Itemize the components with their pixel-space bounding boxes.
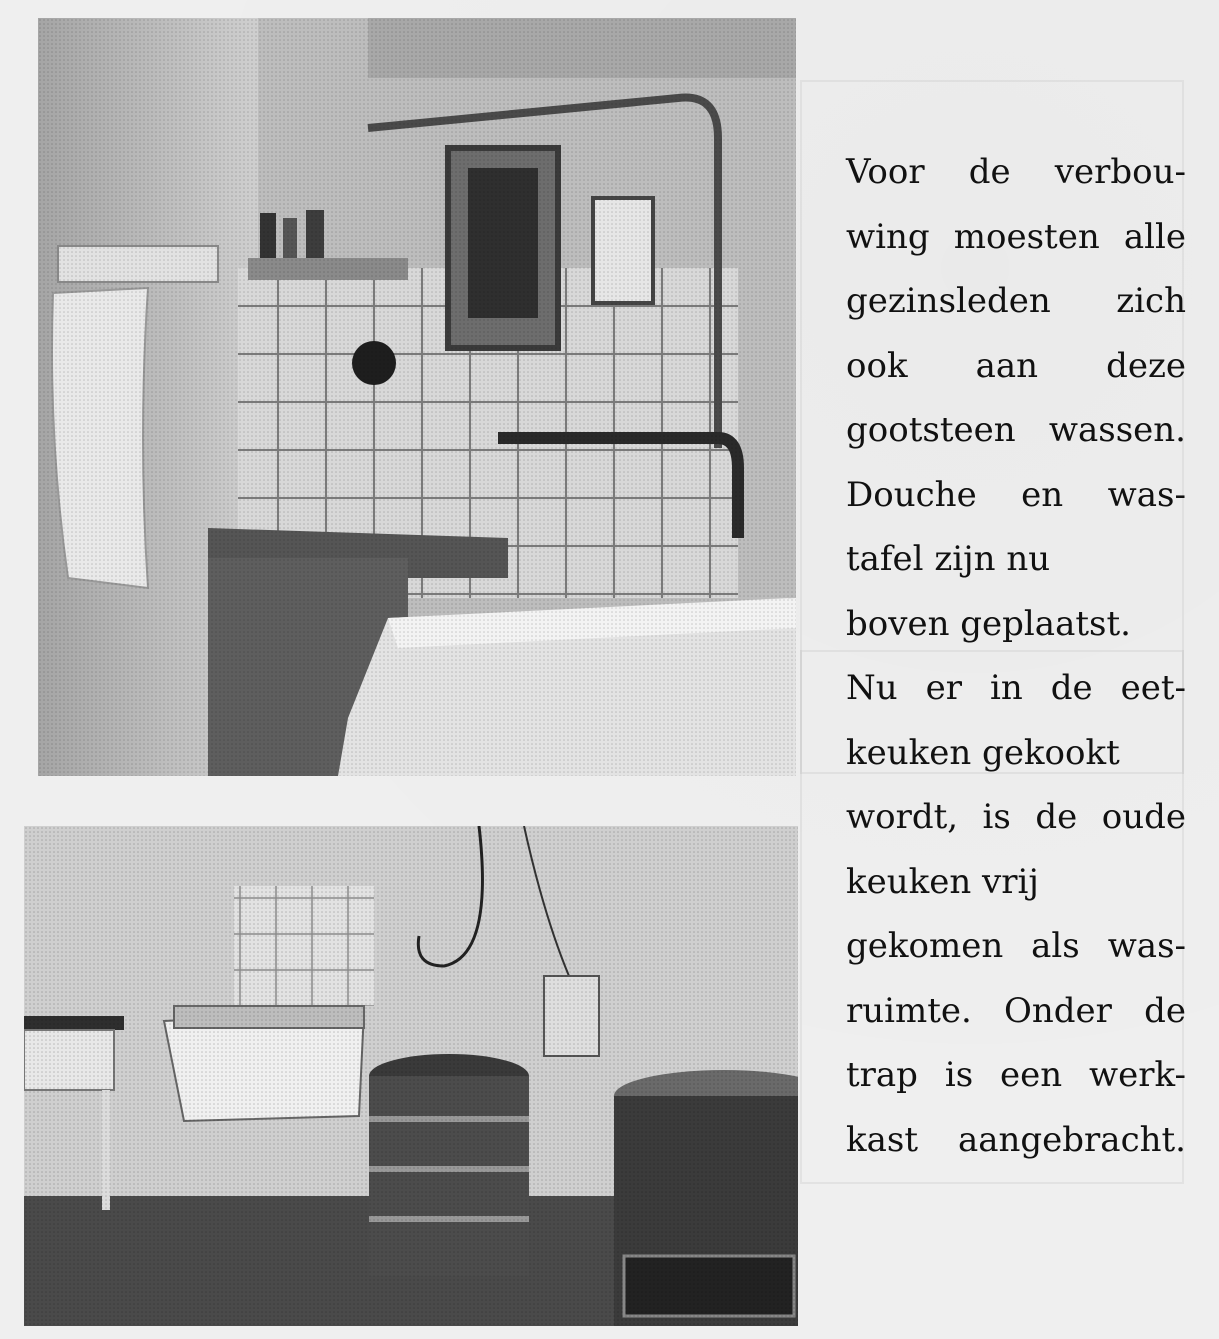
laundry-room-image: [24, 826, 798, 1326]
caption-line: Nu er in de eet-: [846, 668, 1186, 708]
caption-line: ruimte. Onder de: [846, 990, 1186, 1031]
caption-line: Douche en was-: [846, 474, 1186, 515]
laundry-room-photo: [24, 826, 798, 1326]
caption-line: gezinsleden zich: [846, 281, 1186, 321]
old-kitchen-sink-image: [38, 18, 796, 776]
caption-line: Voor de verbou-: [846, 152, 1186, 192]
caption-line: kast aangebracht.: [846, 1119, 1186, 1160]
caption-line: keuken gekookt: [846, 732, 1120, 773]
caption-line: trap is een werk-: [846, 1055, 1186, 1095]
caption-line: gootsteen wassen.: [846, 410, 1186, 450]
caption-line: boven geplaatst.: [846, 603, 1131, 644]
caption-line: tafel zijn nu: [846, 539, 1051, 579]
caption-text: [846, 140, 1186, 1172]
caption-line: wing moesten alle: [846, 216, 1186, 257]
caption-line: keuken vrij: [846, 861, 1039, 902]
old-kitchen-sink-photo: [38, 18, 796, 776]
caption-line: ook aan deze: [846, 345, 1186, 386]
caption-line: wordt, is de oude: [846, 797, 1186, 837]
caption-line: gekomen als was-: [846, 926, 1186, 966]
